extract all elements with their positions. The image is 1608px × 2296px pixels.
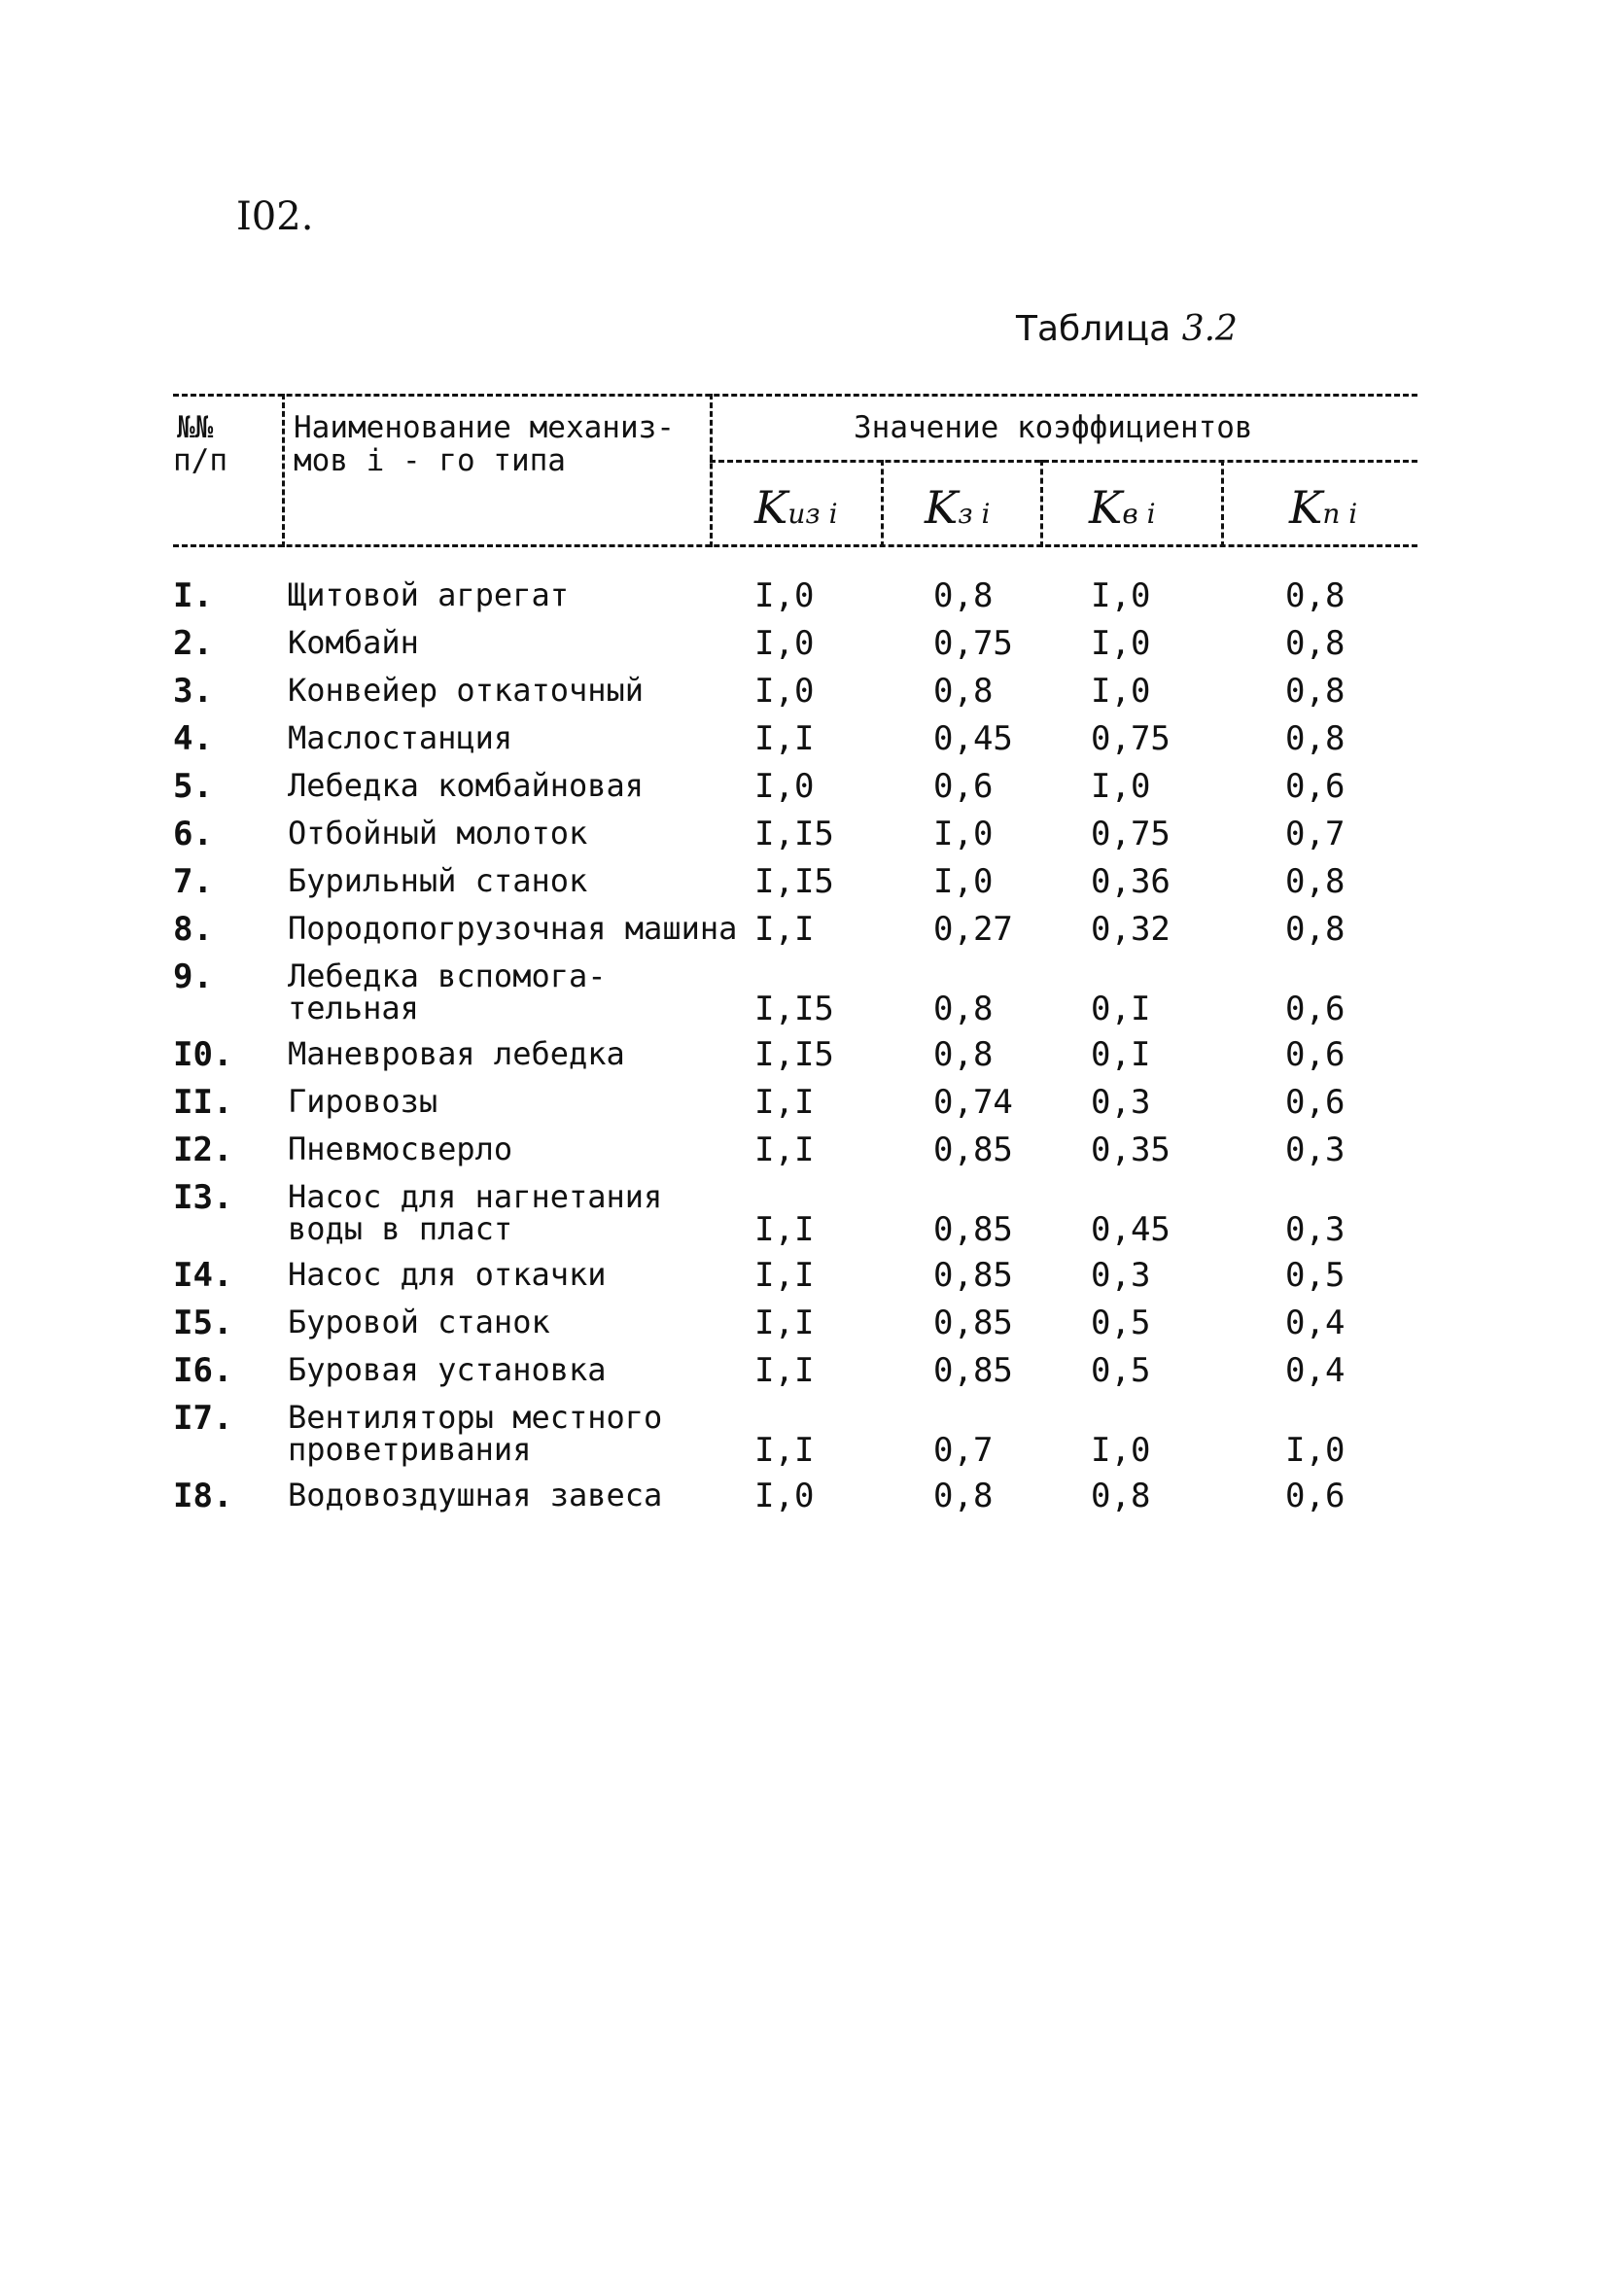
header-name-line1: Наименование механиз- — [294, 410, 675, 445]
header-num-line1: №№ — [177, 410, 214, 445]
header-sep-3 — [881, 460, 884, 547]
k-iz-value: I,I — [754, 1431, 815, 1470]
row-number: 2. — [173, 624, 213, 663]
row-number: I8. — [173, 1477, 233, 1515]
header-k-z-sub: з i — [958, 498, 991, 530]
row-number: I3. — [173, 1178, 233, 1217]
k-z-value: 0,8 — [933, 672, 994, 711]
header-sep-5 — [1221, 460, 1224, 547]
header-sep-1 — [282, 394, 285, 547]
row-number: I4. — [173, 1256, 233, 1295]
k-p-value: I,0 — [1285, 1431, 1346, 1470]
header-k-v — [1089, 481, 1156, 534]
k-v-value: 0,I — [1091, 1035, 1151, 1074]
k-v-value: 0,75 — [1091, 719, 1171, 758]
mechanism-name: Вентиляторы местного проветривания — [288, 1399, 663, 1468]
mechanism-name: Лебедка вспомога- тельная — [288, 957, 607, 1026]
mechanism-name: Лебедка комбайновая — [288, 767, 645, 804]
k-z-value: 0,6 — [933, 767, 994, 806]
mechanism-name: Гировозы — [288, 1083, 438, 1120]
header-name-line2: мов i - го типа — [294, 443, 566, 478]
header-k-p — [1289, 481, 1357, 534]
table-row — [0, 767, 1608, 818]
mechanism-name: Буровая установка — [288, 1351, 607, 1388]
table-caption-number: 3.2 — [1181, 309, 1238, 349]
mechanism-name: Насос для нагнетания воды в пласт — [288, 1178, 663, 1247]
header-top-rule — [173, 394, 1417, 397]
k-v-value: 0,45 — [1091, 1210, 1171, 1249]
k-p-value: 0,4 — [1285, 1351, 1346, 1390]
table-row — [0, 624, 1608, 675]
row-number: I2. — [173, 1131, 233, 1169]
k-v-value: 0,3 — [1091, 1083, 1151, 1122]
k-v-value: 0,8 — [1091, 1477, 1151, 1515]
k-z-value: 0,85 — [933, 1131, 1013, 1169]
k-iz-value: I,0 — [754, 767, 815, 806]
k-iz-value: I,I — [754, 1131, 815, 1169]
mechanism-name: Водовоздушная завеса — [288, 1477, 663, 1513]
mechanism-name: Щитовой агрегат — [288, 576, 569, 613]
k-iz-value: I,I — [754, 1083, 815, 1122]
k-v-value: 0,3 — [1091, 1256, 1151, 1295]
k-z-value: 0,74 — [933, 1083, 1013, 1122]
k-iz-value: I,I — [754, 719, 815, 758]
k-p-value: 0,6 — [1285, 1477, 1346, 1515]
k-p-value: 0,8 — [1285, 910, 1346, 949]
k-v-value: I,0 — [1091, 672, 1151, 711]
header-k-p-main: K — [1289, 481, 1323, 534]
k-iz-value: I,I — [754, 1351, 815, 1390]
header-sep-2 — [710, 394, 713, 547]
k-z-value: I,0 — [933, 815, 994, 853]
k-p-value: 0,8 — [1285, 624, 1346, 663]
k-v-value: I,0 — [1091, 1431, 1151, 1470]
k-z-value: 0,85 — [933, 1351, 1013, 1390]
table-header — [173, 394, 1417, 551]
header-k-v-main: K — [1089, 481, 1123, 534]
table-row — [0, 1083, 1608, 1133]
k-z-value: 0,85 — [933, 1256, 1013, 1295]
k-z-value: 0,75 — [933, 624, 1013, 663]
header-k-z — [925, 481, 991, 534]
table-caption — [1016, 309, 1238, 349]
k-v-value: I,0 — [1091, 767, 1151, 806]
mechanism-name: Комбайн — [288, 624, 419, 661]
table-row — [0, 1399, 1608, 1479]
k-iz-value: I,I5 — [754, 862, 834, 901]
k-p-value: 0,5 — [1285, 1256, 1346, 1295]
k-p-value: 0,6 — [1285, 767, 1346, 806]
page-number: I02. — [236, 194, 314, 239]
header-k-iz — [754, 481, 838, 534]
row-number: I5. — [173, 1304, 233, 1342]
table-row — [0, 719, 1608, 770]
k-z-value: 0,7 — [933, 1431, 994, 1470]
k-p-value: 0,4 — [1285, 1304, 1346, 1342]
k-iz-value: I,0 — [754, 672, 815, 711]
row-number: I. — [173, 576, 213, 615]
k-v-value: 0,35 — [1091, 1131, 1171, 1169]
k-v-value: I,0 — [1091, 576, 1151, 615]
k-v-value: 0,75 — [1091, 815, 1171, 853]
row-number: 7. — [173, 862, 213, 901]
mechanism-name: Отбойный молоток — [288, 815, 588, 852]
k-z-value: 0,8 — [933, 1477, 994, 1515]
row-number: 3. — [173, 672, 213, 711]
header-sep-4 — [1040, 460, 1043, 547]
k-v-value: 0,36 — [1091, 862, 1171, 901]
k-iz-value: I,I — [754, 1256, 815, 1295]
mechanism-name: Буровой станок — [288, 1304, 550, 1340]
table-row — [0, 1133, 1608, 1181]
table-row — [0, 815, 1608, 865]
k-p-value: 0,6 — [1285, 990, 1346, 1028]
k-iz-value: I,I5 — [754, 990, 834, 1028]
header-k-p-sub: п i — [1322, 498, 1358, 530]
k-iz-value: I,I — [754, 1304, 815, 1342]
row-number: 4. — [173, 719, 213, 758]
row-number: I0. — [173, 1035, 233, 1074]
k-z-value: 0,85 — [933, 1210, 1013, 1249]
row-number: I6. — [173, 1351, 233, 1390]
k-z-value: I,0 — [933, 862, 994, 901]
mechanism-name: Маневровая лебедка — [288, 1035, 625, 1072]
row-number: 6. — [173, 815, 213, 853]
k-z-value: 0,45 — [933, 719, 1013, 758]
table-row — [0, 672, 1608, 722]
k-v-value: 0,32 — [1091, 910, 1171, 949]
k-v-value: 0,5 — [1091, 1304, 1151, 1342]
table-body — [0, 576, 1608, 1527]
k-z-value: 0,85 — [933, 1304, 1013, 1342]
k-p-value: 0,8 — [1285, 672, 1346, 711]
k-iz-value: I,I5 — [754, 1035, 834, 1074]
header-k-v-sub: в i — [1122, 498, 1156, 530]
k-p-value: 0,8 — [1285, 576, 1346, 615]
header-k-iz-sub: из i — [787, 498, 838, 530]
mechanism-name: Породопогрузочная машина — [288, 910, 738, 947]
k-v-value: I,0 — [1091, 624, 1151, 663]
k-p-value: 0,8 — [1285, 862, 1346, 901]
k-iz-value: I,I — [754, 910, 815, 949]
k-p-value: 0,8 — [1285, 719, 1346, 758]
header-k-iz-main: K — [754, 481, 788, 534]
k-p-value: 0,3 — [1285, 1131, 1346, 1169]
table-row — [0, 1306, 1608, 1354]
row-number: I7. — [173, 1399, 233, 1438]
k-p-value: 0,6 — [1285, 1035, 1346, 1074]
k-p-value: 0,7 — [1285, 815, 1346, 853]
row-number: 8. — [173, 910, 213, 949]
mechanism-name: Пневмосверло — [288, 1131, 513, 1167]
table-row — [0, 862, 1608, 913]
mechanism-name: Маслостанция — [288, 719, 513, 756]
k-v-value: 0,5 — [1091, 1351, 1151, 1390]
header-values-group: Значение коэффициентов — [854, 410, 1253, 445]
table-row — [0, 1035, 1608, 1086]
k-v-value: 0,I — [1091, 990, 1151, 1028]
header-bottom-rule — [173, 544, 1417, 547]
k-iz-value: I,I — [754, 1210, 815, 1249]
row-number: 9. — [173, 957, 213, 996]
k-iz-value: I,0 — [754, 576, 815, 615]
table-row — [0, 910, 1608, 960]
row-number: II. — [173, 1083, 233, 1122]
header-group-rule — [710, 460, 1417, 463]
table-caption-prefix: Таблица — [1016, 309, 1171, 349]
k-p-value: 0,3 — [1285, 1210, 1346, 1249]
mechanism-name: Насос для откачки — [288, 1256, 607, 1293]
k-z-value: 0,8 — [933, 1035, 994, 1074]
table-row — [0, 1351, 1608, 1402]
table-row — [0, 1256, 1608, 1306]
table-row — [0, 576, 1608, 627]
table-row — [0, 1479, 1608, 1527]
table-row — [0, 1178, 1608, 1259]
header-num-line2: п/п — [173, 443, 227, 478]
header-k-z-main: K — [925, 481, 959, 534]
k-z-value: 0,8 — [933, 990, 994, 1028]
k-p-value: 0,6 — [1285, 1083, 1346, 1122]
table-row — [0, 957, 1608, 1038]
k-iz-value: I,0 — [754, 1477, 815, 1515]
mechanism-name: Бурильный станок — [288, 862, 588, 899]
mechanism-name: Конвейер откаточный — [288, 672, 645, 709]
k-iz-value: I,I5 — [754, 815, 834, 853]
k-z-value: 0,27 — [933, 910, 1013, 949]
row-number: 5. — [173, 767, 213, 806]
k-iz-value: I,0 — [754, 624, 815, 663]
k-z-value: 0,8 — [933, 576, 994, 615]
